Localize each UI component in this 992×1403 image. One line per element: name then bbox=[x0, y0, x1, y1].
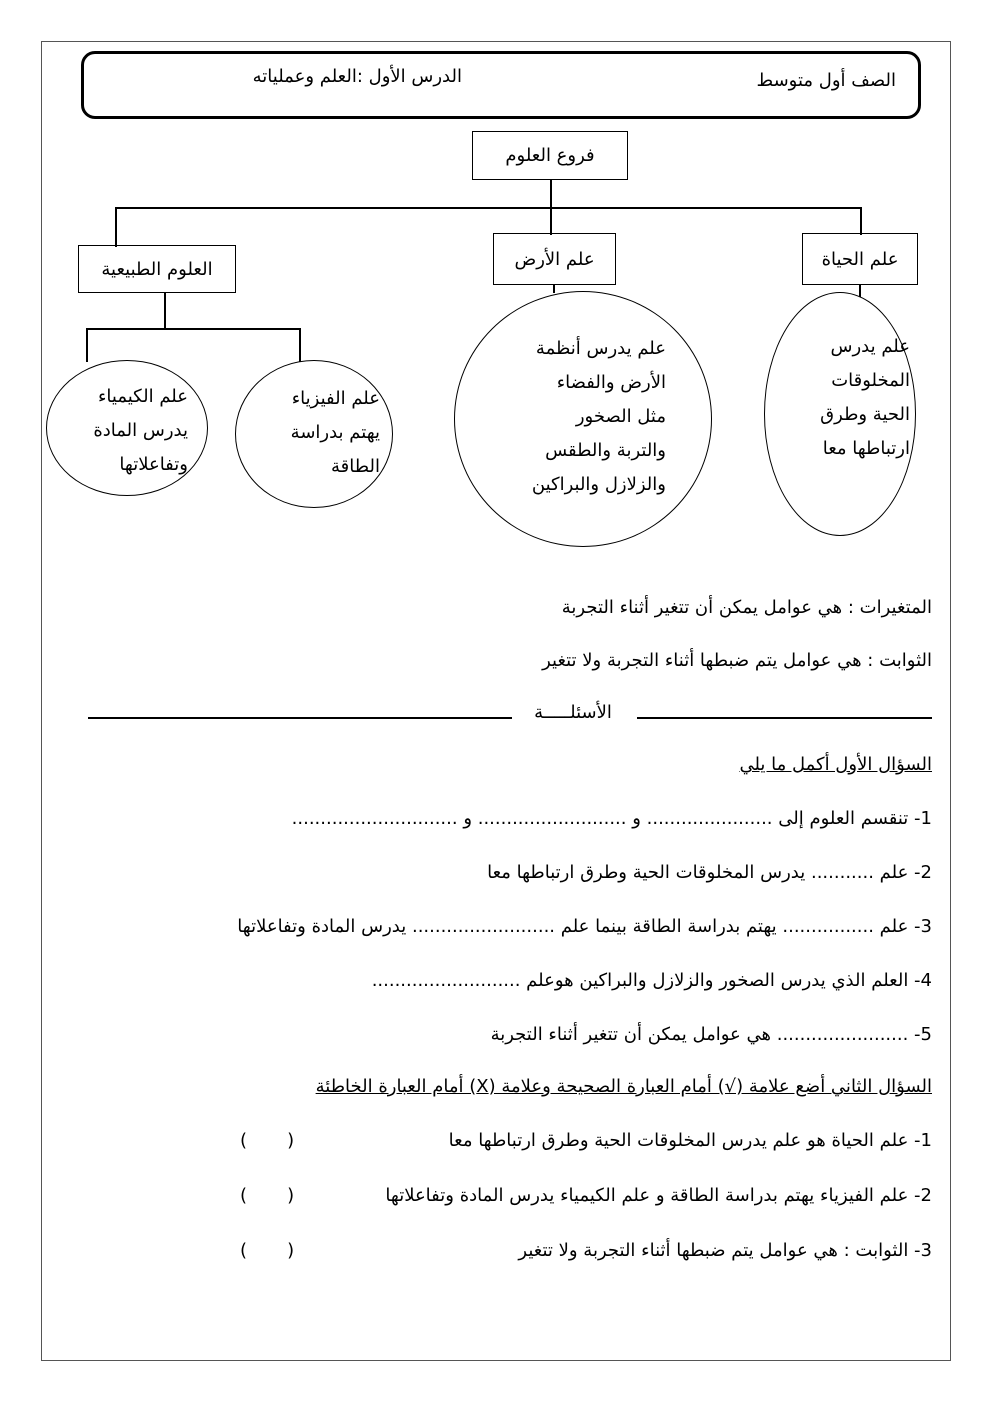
q2-item: 2- علم الفيزياء يهتم بدراسة الطاقة و علم الكيمياء يدرس المادة وتفاعلاتها bbox=[385, 1185, 932, 1206]
q2-item: 3- الثوابت : هي عوامل يتم ضبطها أثناء التجربة ولا تتغير bbox=[518, 1240, 932, 1261]
life-science-desc: علم يدرس المخلوقات الحية وطرق ارتباطها معا bbox=[820, 336, 910, 459]
root-box: فروع العلوم bbox=[472, 131, 628, 180]
q1-item: 5- ....................... هي عوامل يمكن أن تتغير أثناء التجربة bbox=[490, 1024, 932, 1045]
q1-item: 2- علم ........... يدرس المخلوقات الحية وطرق ارتباطها معا bbox=[487, 862, 932, 883]
q2-item: 1- علم الحياة هو علم يدرس المخلوقات الحية وطرق ارتباطها معا bbox=[448, 1130, 932, 1151]
connector bbox=[860, 207, 862, 235]
earth-science-box: علم الأرض bbox=[493, 233, 616, 285]
connector bbox=[86, 328, 88, 362]
questions-heading: الأسئلـــــة bbox=[534, 702, 612, 723]
constants-definition: الثوابت : هي عوامل يتم ضبطها أثناء التجربة ولا تتغير bbox=[542, 650, 932, 671]
grade-label: الصف أول متوسط bbox=[756, 70, 896, 91]
connector bbox=[550, 180, 552, 208]
life-science-box: علم الحياة bbox=[802, 233, 918, 285]
q2-answer-box[interactable]: ( ) bbox=[240, 1185, 295, 1206]
connector bbox=[115, 207, 117, 247]
connector bbox=[299, 328, 301, 362]
variables-definition: المتغيرات : هي عوامل يمكن أن تتغير أثناء التجربة bbox=[561, 597, 932, 618]
physics-desc: علم الفيزياء يهتم بدراسة الطاقة bbox=[290, 388, 380, 477]
divider-left bbox=[88, 717, 512, 719]
q1-item: 4- العلم الذي يدرس الصخور والزلازل والبراكين هوعلم .......................... bbox=[371, 970, 932, 991]
natural-science-box: العلوم الطبيعية bbox=[78, 245, 236, 293]
q1-item: 1- تنقسم العلوم إلى ...................... و .......................... و ............................. bbox=[291, 808, 932, 829]
connector bbox=[553, 285, 555, 293]
q2-answer-box[interactable]: ( ) bbox=[240, 1130, 295, 1151]
q2-title: السؤال الثاني أضع علامة (√) أمام العبارة الصحيحة وعلامة (X) أمام العبارة الخاطئة bbox=[315, 1076, 932, 1097]
chemistry-desc: علم الكيمياء يدرس المادة وتفاعلاتها bbox=[93, 386, 188, 475]
connector bbox=[115, 207, 861, 209]
divider-right bbox=[637, 717, 932, 719]
connector bbox=[550, 207, 552, 235]
connector bbox=[164, 293, 166, 329]
connector bbox=[86, 328, 300, 330]
q2-answer-box[interactable]: ( ) bbox=[240, 1240, 295, 1261]
lesson-title: الدرس الأول :العلم وعملياته bbox=[252, 66, 462, 87]
q1-title: السؤال الأول أكمل ما يلي bbox=[739, 754, 932, 775]
q1-item: 3- علم ................ يهتم بدراسة الطاقة بينما علم ......................... يدرس المادة وتفاعلاتها bbox=[237, 916, 932, 937]
earth-science-desc: علم يدرس أنظمة الأرض والفضاء مثل الصخور والتربة والطقس والزلازل والبراكين bbox=[531, 338, 666, 495]
